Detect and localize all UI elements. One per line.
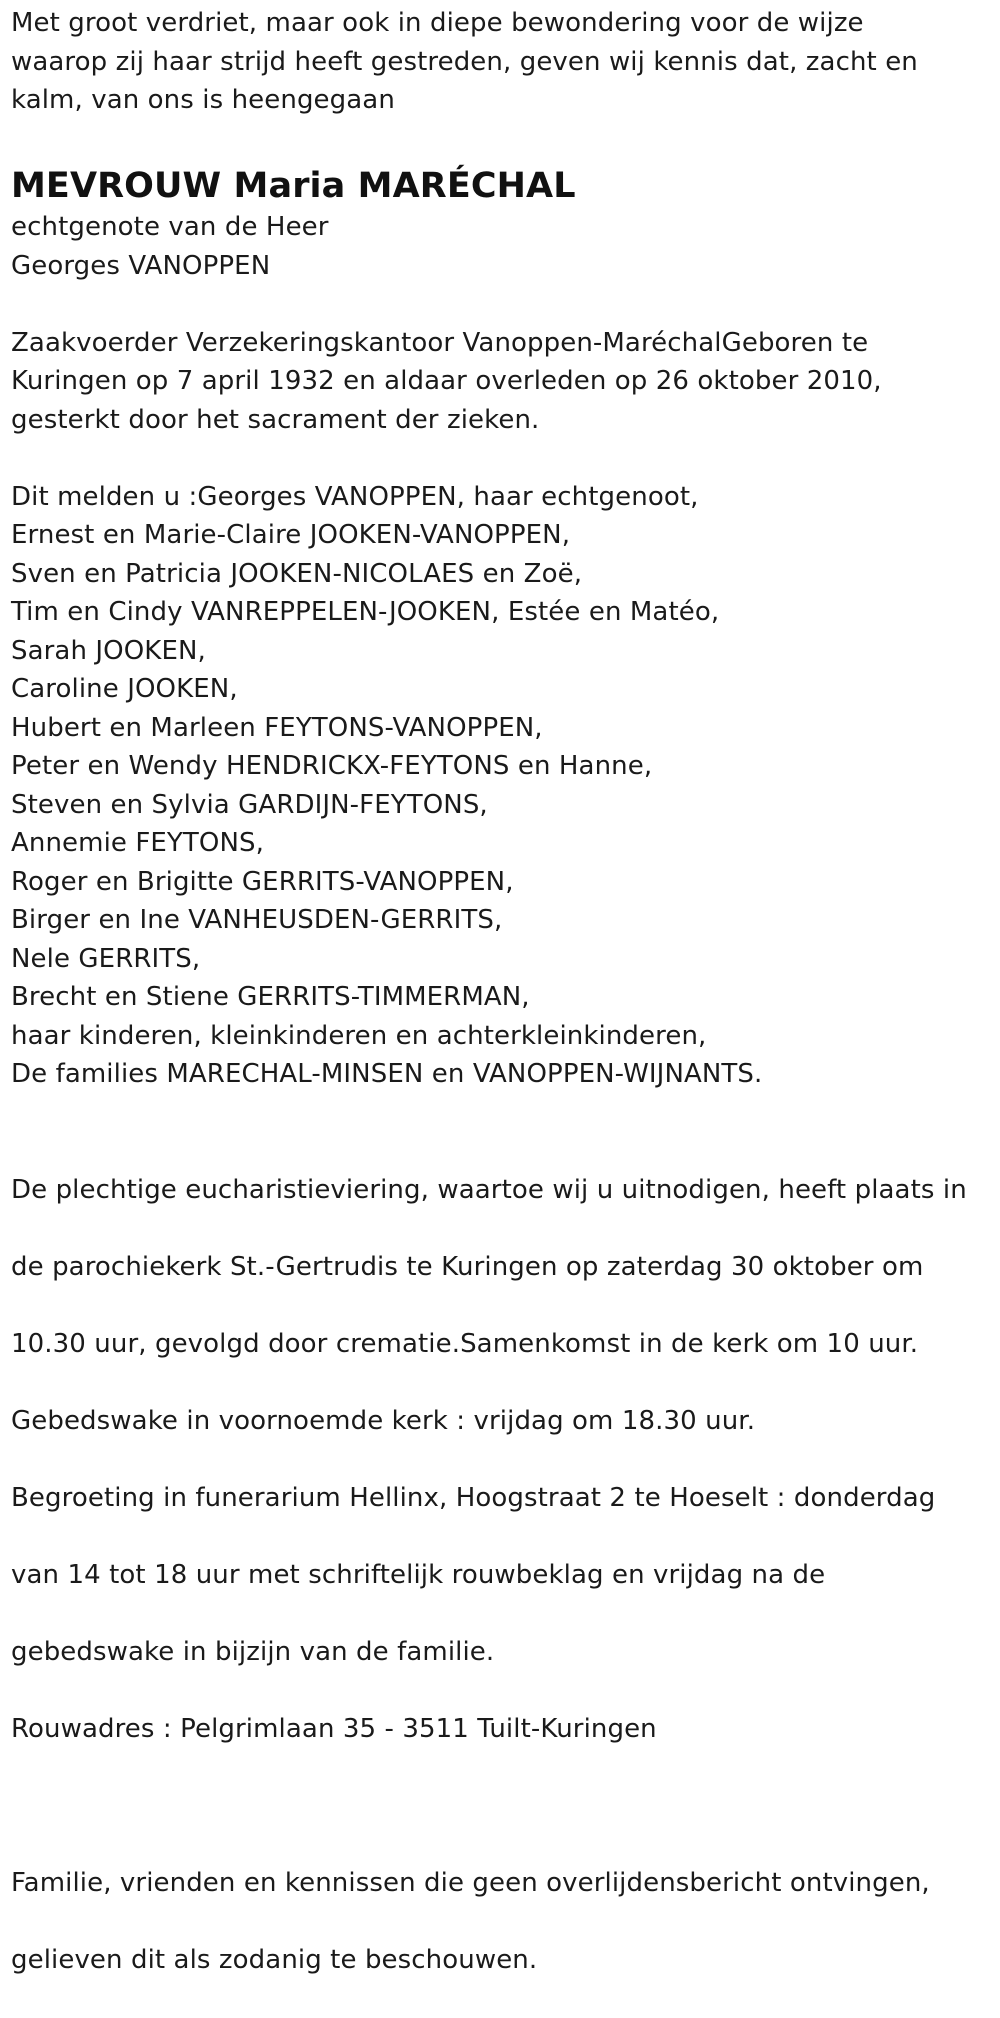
ceremony-line: De plechtige eucharistieviering, waartoe wij u uitnodigen, heeft plaats in [11,1174,967,1205]
mourner-line: Tim en Cindy VANREPPELEN-JOOKEN, Estée en Matéo, [11,597,720,627]
ceremony-details [11,1132,990,1787]
mourning-address: Rouwadres : Pelgrimlaan 35 - 3511 Tuilt-Kuringen [11,1713,657,1744]
ceremony-line: Gebedswake in voornoemde kerk : vrijdag om 18.30 uur. [11,1405,756,1436]
mourner-line: Birger en Ine VANHEUSDEN-GERRITS, [11,905,503,935]
closing-line: Familie, vrienden en kennissen die geen overlijdensbericht ontvingen, [11,1867,930,1898]
spouse-block [11,208,990,285]
biography-paragraph: Zaakvoerder Verzekeringskantoor Vanoppen-MaréchalGeboren te Kuringen op 7 april 1932 en aldaar overleden op 26 oktober 2010, gesterkt door het sacrament der zieken. [11,327,882,435]
mourner-line: Nele GERRITS, [11,943,201,974]
spouse-line-2: Georges VANOPPEN [11,250,271,281]
mourner-line: Sarah JOOKEN, [11,635,206,666]
mourner-line: Annemie FEYTONS, [11,828,264,858]
ceremony-line: de parochiekerk St.-Gertrudis te Kuringen op zaterdag 30 oktober om [11,1251,924,1282]
ceremony-line: Begroeting in funerarium Hellinx, Hoogstraat 2 te Hoeselt : donderdag [11,1482,936,1513]
mourner-line: Sven en Patricia JOOKEN-NICOLAES en Zoë, [11,558,583,589]
spouse-line-1: echtgenote van de Heer [11,212,329,242]
mourner-line: Brecht en Stiene GERRITS-TIMMERMAN, [11,982,530,1012]
mourner-line: Hubert en Marleen FEYTONS-VANOPPEN, [11,712,543,743]
closing-line: gelieven dit als zodanig te beschouwen. [11,1944,538,1975]
mourner-line: Ernest en Marie-Claire JOOKEN-VANOPPEN, [11,520,571,550]
ceremony-line: van 14 tot 18 uur met schriftelijk rouwbeklag en vrijdag na de [11,1559,826,1590]
mourner-line: Caroline JOOKEN, [11,674,238,704]
mourner-line: haar kinderen, kleinkinderen en achterkleinkinderen, [11,1020,707,1051]
mourners-list [11,478,990,1094]
ceremony-line: gebedswake in bijzijn van de familie. [11,1636,495,1667]
mourner-line: Roger en Brigitte GERRITS-VANOPPEN, [11,866,514,897]
deceased-name: MEVROUW Maria MARÉCHAL [11,166,576,206]
closing-note [11,1825,990,2018]
mourner-line: Steven en Sylvia GARDIJN-FEYTONS, [11,789,488,820]
mourner-line: Peter en Wendy HENDRICKX-FEYTONS en Hanne, [11,751,653,781]
mourner-line: De families MARECHAL-MINSEN en VANOPPEN-WIJNANTS. [11,1059,763,1089]
ceremony-line: 10.30 uur, gevolgd door crematie.Samenkomst in de kerk om 10 uur. [11,1328,919,1359]
mourner-line: Dit melden u :Georges VANOPPEN, haar echtgenoot, [11,481,699,512]
intro-paragraph: Met groot verdriet, maar ook in diepe bewondering voor de wijze waarop zij haar strijd heeft gestreden, geven wij kennis dat, zacht en kalm, van ons is heengegaan [11,8,918,115]
